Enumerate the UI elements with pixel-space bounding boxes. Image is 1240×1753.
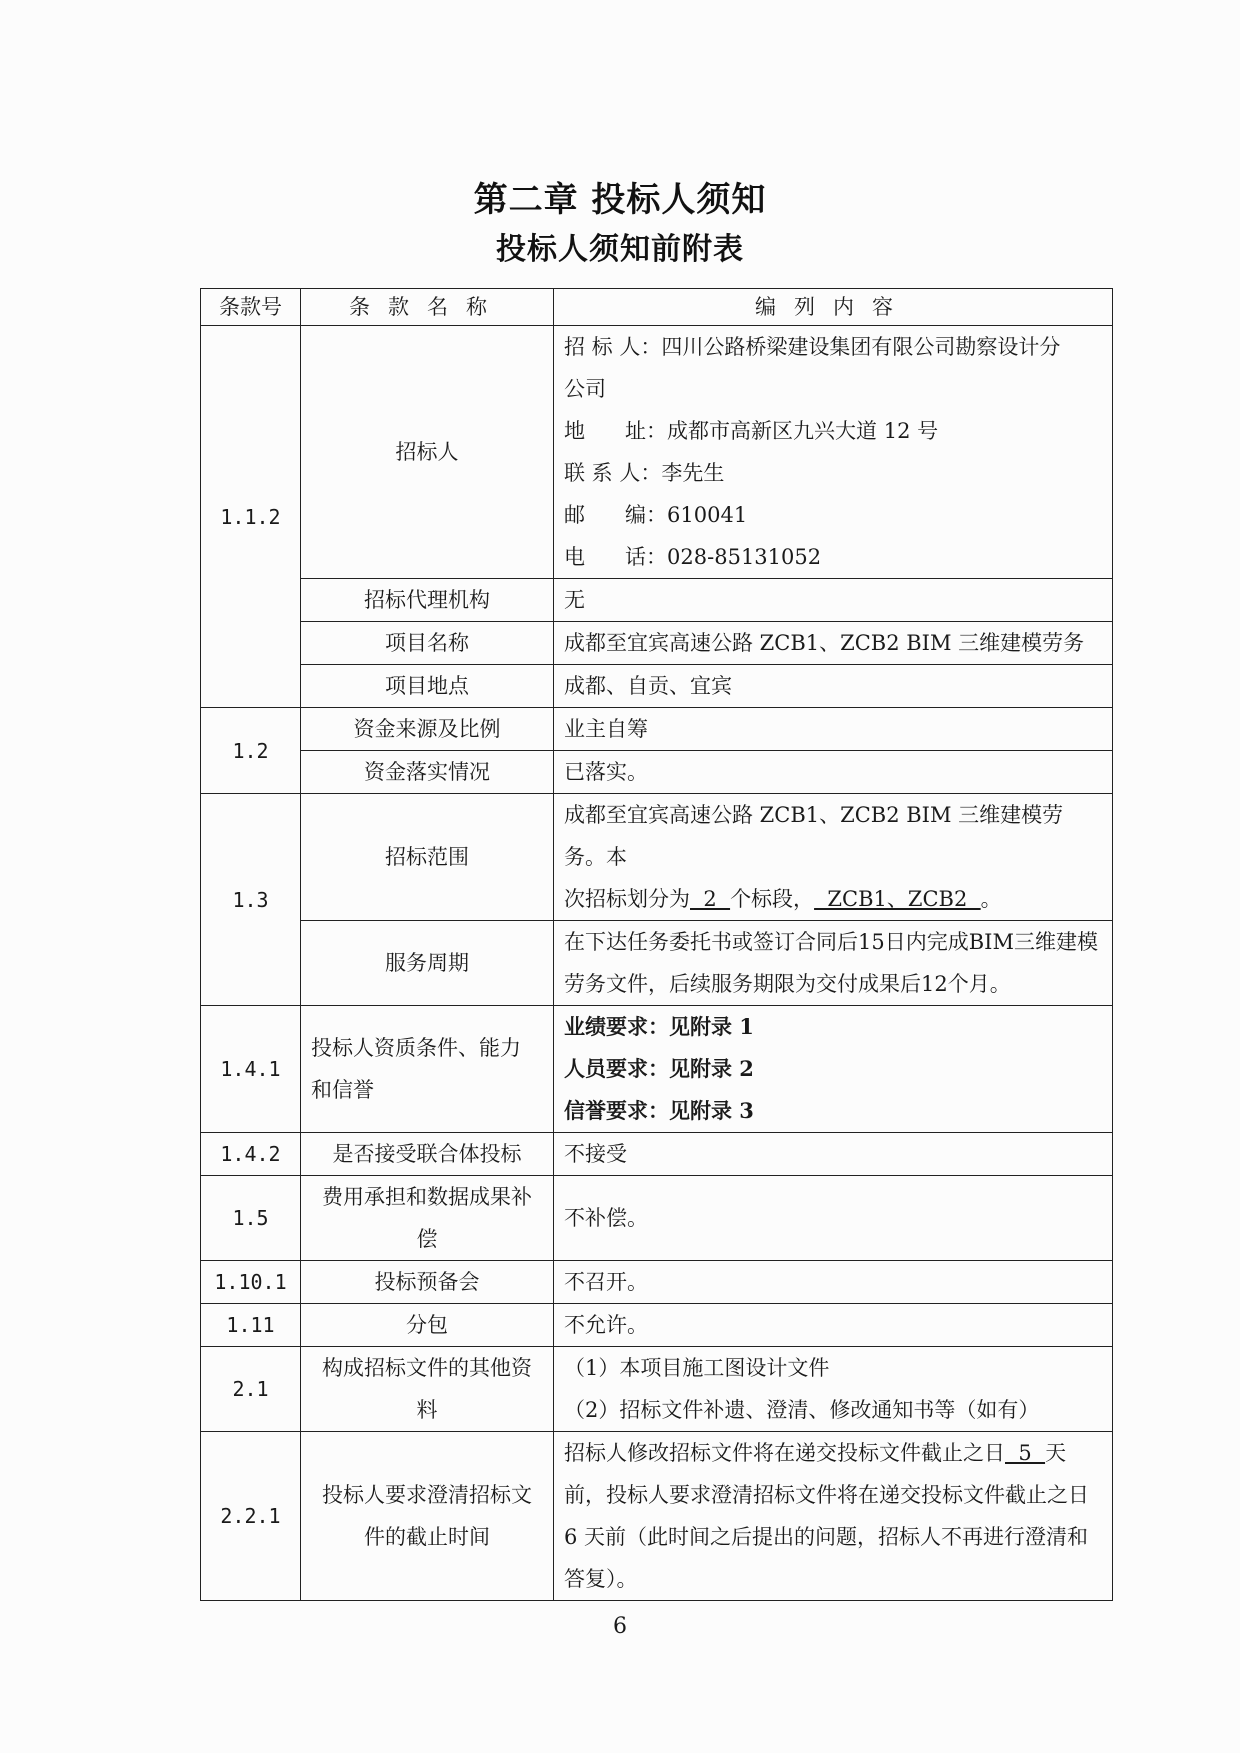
content-line: 公司 bbox=[564, 377, 606, 401]
content-line: 业绩要求：见附录 1 bbox=[564, 1014, 754, 1039]
clause-name: 是否接受联合体投标 bbox=[301, 1133, 554, 1176]
clause-no: 1.4.2 bbox=[201, 1133, 301, 1176]
clause-name bbox=[301, 1432, 554, 1601]
content-text: 个标段， bbox=[730, 887, 815, 911]
chapter-title: 第二章 投标人须知 bbox=[473, 180, 767, 220]
clause-content: 成都、自贡、宜宾 bbox=[554, 665, 1113, 708]
clause-content: 不允许。 bbox=[554, 1304, 1113, 1347]
section-names: ZCB1、ZCB2 bbox=[814, 887, 981, 911]
content-text: 。 bbox=[980, 887, 1002, 911]
content-line: 成都至宜宾高速公路 ZCB1、ZCB2 BIM 三维建模劳务。本 bbox=[564, 803, 1064, 869]
table-row bbox=[201, 1304, 1113, 1347]
name-line: 构成招标文件的其他资 bbox=[322, 1356, 532, 1380]
content-text: 次招标划分为 bbox=[564, 887, 690, 911]
name-line: 投标人资质条件、能力 bbox=[311, 1036, 521, 1060]
content-line bbox=[564, 1432, 1102, 1474]
content-line: 6 天前（此时间之后提出的问题，招标人不再进行澄清和 bbox=[564, 1525, 1089, 1549]
content-line: 在下达任务委托书或签订合同后15日内完成BIM三维建模 bbox=[564, 930, 1098, 954]
clause-content bbox=[554, 921, 1113, 1006]
clause-content: 不召开。 bbox=[554, 1261, 1113, 1304]
content-line: 信誉要求：见附录 3 bbox=[564, 1098, 754, 1123]
table-title: 投标人须知前附表 bbox=[496, 232, 744, 267]
header-row bbox=[201, 289, 1113, 326]
content-line: （2）招标文件补遗、澄清、修改通知书等（如有） bbox=[564, 1398, 1040, 1422]
clause-content bbox=[554, 1347, 1113, 1432]
clause-content: 业主自筹 bbox=[554, 708, 1113, 751]
clause-no: 2.2.1 bbox=[201, 1432, 301, 1601]
table-row bbox=[201, 622, 1113, 665]
clause-no: 1.10.1 bbox=[201, 1261, 301, 1304]
clause-no: 1.3 bbox=[201, 794, 301, 1006]
clause-no: 2.1 bbox=[201, 1347, 301, 1432]
name-line: 件的截止时间 bbox=[364, 1525, 490, 1549]
clause-name bbox=[301, 1347, 554, 1432]
clause-no: 1.11 bbox=[201, 1304, 301, 1347]
content-line: 联 系 人：李先生 bbox=[564, 461, 725, 485]
table-row bbox=[201, 1006, 1113, 1133]
content-text: 天 bbox=[1045, 1441, 1067, 1465]
content-line: 人员要求：见附录 2 bbox=[564, 1056, 754, 1081]
clause-content bbox=[554, 794, 1113, 921]
instructions-table bbox=[200, 288, 1113, 1601]
content-line: 劳务文件，后续服务期限为交付成果后12个月。 bbox=[564, 972, 1011, 996]
clause-no: 1.1.2 bbox=[201, 326, 301, 708]
clause-name: 招标人 bbox=[301, 326, 554, 579]
clause-name bbox=[301, 1006, 554, 1133]
clause-content: 不接受 bbox=[554, 1133, 1113, 1176]
content-line bbox=[564, 878, 1102, 920]
content-line: 邮 编：610041 bbox=[564, 503, 748, 527]
table-row bbox=[201, 1133, 1113, 1176]
clause-content bbox=[554, 1006, 1113, 1133]
clause-name: 投标预备会 bbox=[301, 1261, 554, 1304]
table-row bbox=[201, 1176, 1113, 1261]
name-line: 料 bbox=[416, 1398, 438, 1422]
table-row bbox=[201, 1432, 1113, 1601]
section-count: 2 bbox=[690, 887, 731, 911]
table-row bbox=[201, 579, 1113, 622]
name-line: 偿 bbox=[416, 1227, 438, 1251]
table-row bbox=[201, 1261, 1113, 1304]
table-row bbox=[201, 326, 1113, 579]
clause-name: 服务周期 bbox=[301, 921, 554, 1006]
clause-no: 1.5 bbox=[201, 1176, 301, 1261]
name-line: 和信誉 bbox=[311, 1078, 374, 1102]
clause-content: 不补偿。 bbox=[554, 1176, 1113, 1261]
clause-content: 成都至宜宾高速公路 ZCB1、ZCB2 BIM 三维建模劳务 bbox=[554, 622, 1113, 665]
header-content: 编列内容 bbox=[554, 289, 1113, 326]
table-row bbox=[201, 1347, 1113, 1432]
content-line: 电 话：028-85131052 bbox=[564, 545, 822, 569]
header-clause-name: 条款名称 bbox=[301, 289, 554, 326]
content-text: 招标人修改招标文件将在递交投标文件截止之日 bbox=[564, 1441, 1005, 1465]
days-count: 5 bbox=[1005, 1441, 1046, 1465]
content-line: （1）本项目施工图设计文件 bbox=[564, 1356, 830, 1380]
table-row bbox=[201, 708, 1113, 751]
clause-name: 招标范围 bbox=[301, 794, 554, 921]
clause-name: 资金落实情况 bbox=[301, 751, 554, 794]
clause-no: 1.4.1 bbox=[201, 1006, 301, 1133]
clause-no: 1.2 bbox=[201, 708, 301, 794]
content-line: 地 址：成都市高新区九兴大道 12 号 bbox=[564, 419, 939, 443]
header-clause-no: 条款号 bbox=[201, 289, 301, 326]
clause-name: 资金来源及比例 bbox=[301, 708, 554, 751]
table-row bbox=[201, 751, 1113, 794]
content-line: 答复）。 bbox=[564, 1567, 638, 1591]
clause-name: 分包 bbox=[301, 1304, 554, 1347]
name-line: 投标人要求澄清招标文 bbox=[322, 1483, 532, 1507]
clause-name: 项目地点 bbox=[301, 665, 554, 708]
name-line: 费用承担和数据成果补 bbox=[322, 1185, 532, 1209]
clause-name: 项目名称 bbox=[301, 622, 554, 665]
clause-content: 已落实。 bbox=[554, 751, 1113, 794]
content-line: 招 标 人：四川公路桥梁建设集团有限公司勘察设计分 bbox=[564, 335, 1061, 359]
clause-name: 招标代理机构 bbox=[301, 579, 554, 622]
clause-content bbox=[554, 1432, 1113, 1601]
clause-content bbox=[554, 326, 1113, 579]
clause-content: 无 bbox=[554, 579, 1113, 622]
table-row bbox=[201, 665, 1113, 708]
clause-name bbox=[301, 1176, 554, 1261]
table-row bbox=[201, 794, 1113, 921]
content-line: 前，投标人要求澄清招标文件将在递交投标文件截止之日 bbox=[564, 1483, 1089, 1507]
page-number: 6 bbox=[613, 1614, 627, 1639]
table-row bbox=[201, 921, 1113, 1006]
